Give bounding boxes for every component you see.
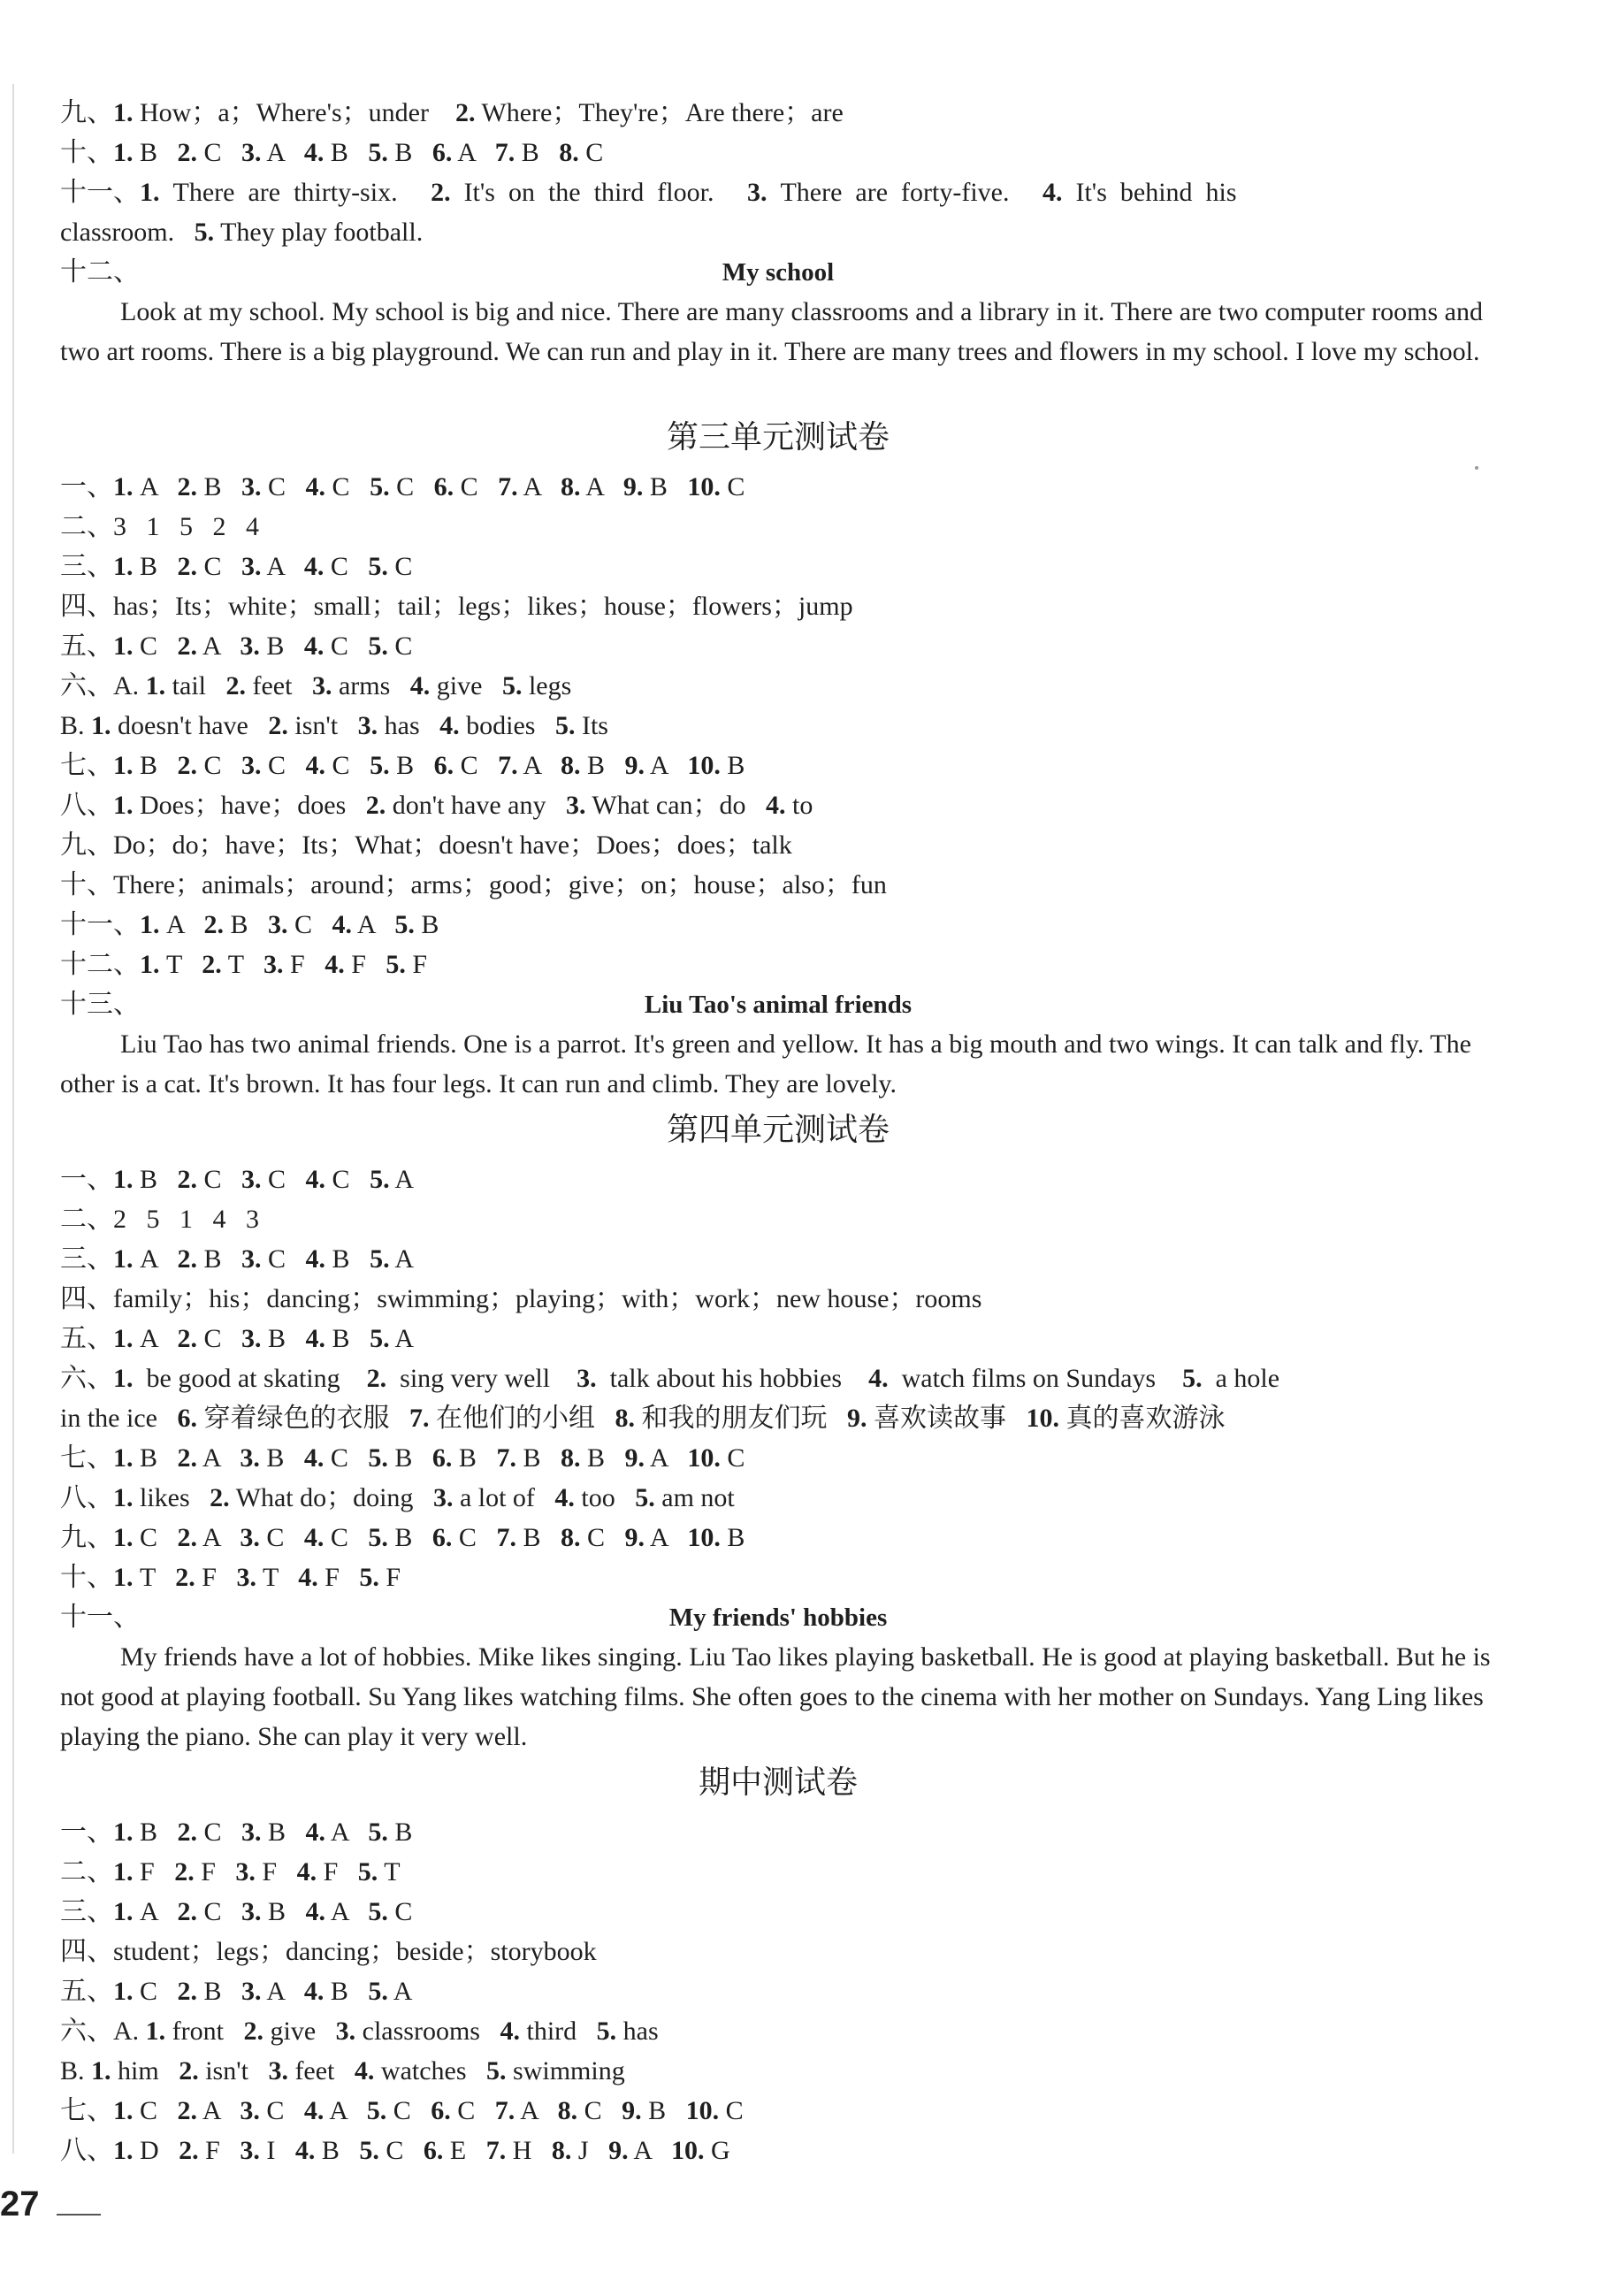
answer-line: in the ice 6. 穿着绿色的衣服 7. 在他们的小组 8. 和我的朋友们玩 9. 喜欢读故事 10. 真的喜欢游泳 [60,1404,1226,1433]
answer-line: 九、1. How；a；Where's；under 2. Where；They're；Are there；are [60,98,844,127]
section-heading: 第三单元测试卷 [666,419,890,455]
answer-line: 六、A. 1. tail 2. feet 3. arms 4. give 5. legs [60,671,572,700]
answer-line: 五、1. C 2. B 3. A 4. B 5. A [60,1977,413,2006]
answer-line: 十一、 [60,1603,140,1632]
answer-line: 七、1. B 2. A 3. B 4. C 5. B 6. B 7. B 8. B 9. A 10. C [60,1443,745,1473]
answer-line: 十、1. T 2. F 3. T 4. F 5. F [60,1563,401,1592]
answer-line: 三、1. B 2. C 3. A 4. C 5. C [60,552,413,581]
section-heading: 期中测试卷 [698,1764,858,1801]
answer-line: 四、student；legs；dancing；beside；storybook [60,1937,597,1966]
composition-paragraph: My friends have a lot of hobbies. Mike likes singing. Liu Tao likes playing basketball. He is good at playing basketball. But he is not good at playing football. Su Yang likes watching films. She often goes to the cinema with her mother on Sundays. Yang Ling likes playing the piano. She can play it very well. [60,1642,1491,1751]
answer-line: 五、1. A 2. C 3. B 4. B 5. A [60,1324,415,1353]
composition-paragraph: Look at my school. My school is big and nice. There are many classrooms and a library in it. There are two computer rooms and two art rooms. There is a big playground. We can run and play in it. There are many trees and flowers in my school. I love my school. [60,297,1483,366]
answer-line: 四、has；Its；white；small；tail；legs；likes；house；flowers；jump [60,592,853,621]
section-heading: 第四单元测试卷 [666,1112,890,1148]
composition-title: My school [722,258,835,287]
answer-line: 八、1. likes 2. What do；doing 3. a lot of 4. too 5. am not [60,1483,735,1512]
answer-line: 一、1. B 2. C 3. C 4. C 5. A [60,1165,415,1194]
answer-line: 一、1. B 2. C 3. B 4. A 5. B [60,1818,413,1847]
answer-line: 三、1. A 2. B 3. C 4. B 5. A [60,1244,415,1274]
answer-line: 八、1. Does；have；does 2. don't have any 3. What can；do 4. to [60,791,813,820]
answer-line: 六、1. be good at skating 2. sing very well 3. talk about his hobbies 4. watch films on Sundays 5. a hole [60,1364,1280,1393]
answer-line: 二、1. F 2. F 3. F 4. F 5. T [60,1857,401,1887]
answer-line: 七、1. B 2. C 3. C 4. C 5. B 6. C 7. A 8. B 9. A 10. B [60,751,745,780]
answer-line: 八、1. D 2. F 3. I 4. B 5. C 6. E 7. H 8. J 9. A 10. G [60,2136,730,2165]
answer-line: 三、1. A 2. C 3. B 4. A 5. C [60,1897,413,1926]
composition-title: Liu Tao's animal friends [644,991,913,1019]
answer-line: 七、1. C 2. A 3. C 4. A 5. C 6. C 7. A 8. C 9. B 10. C [60,2096,744,2125]
composition-paragraph: Liu Tao has two animal friends. One is a parrot. It's green and yellow. It has a big mouth and two wings. It can talk and fly. The other is a cat. It's brown. It has four legs. It can run and climb. They are lovely. [60,1029,1471,1098]
answer-line: 九、Do；do；have；Its；What；doesn't have；Does；does；talk [60,830,792,860]
answer-line: 十二、 [60,257,140,287]
answer-line: 十、1. B 2. C 3. A 4. B 5. B 6. A 7. B 8. C [60,138,604,167]
answer-line: 十、There；animals；around；arms；good；give；on；house；also；fun [60,870,887,899]
composition-title: My friends' hobbies [668,1603,888,1632]
answer-line: 十一、1. A 2. B 3. C 4. A 5. B [60,910,439,939]
answer-line: 五、1. C 2. A 3. B 4. C 5. C [60,631,413,661]
page-number: 27 [0,2185,40,2223]
answer-line: B. 1. him 2. isn't 3. feet 4. watches 5. swimming [60,2056,625,2086]
answer-line: 一、1. A 2. B 3. C 4. C 5. C 6. C 7. A 8. A 9. B 10. C [60,472,745,501]
answer-line: 十一、1. There are thirty-six. 2. It's on the third floor. 3. There are forty-five. 4. It's behind his [60,178,1237,207]
answer-line: B. 1. doesn't have 2. isn't 3. has 4. bodies 5. Its [60,711,608,740]
answer-line: 九、1. C 2. A 3. C 4. C 5. B 6. C 7. B 8. C 9. A 10. B [60,1523,745,1552]
answer-line: 十三、 [60,990,140,1019]
answer-line: 六、A. 1. front 2. give 3. classrooms 4. third 5. has [60,2017,659,2046]
answer-line: classroom. 5. They play football. [60,218,424,247]
answer-line: 二、2 5 1 4 3 [60,1205,259,1234]
page-number-rule [57,2214,101,2216]
answer-line: 四、family；his；dancing；swimming；playing；with；work；new house；rooms [60,1284,982,1313]
answer-line: 二、3 1 5 2 4 [60,512,259,541]
answer-line: 十二、1. T 2. T 3. F 4. F 5. F [60,950,428,979]
